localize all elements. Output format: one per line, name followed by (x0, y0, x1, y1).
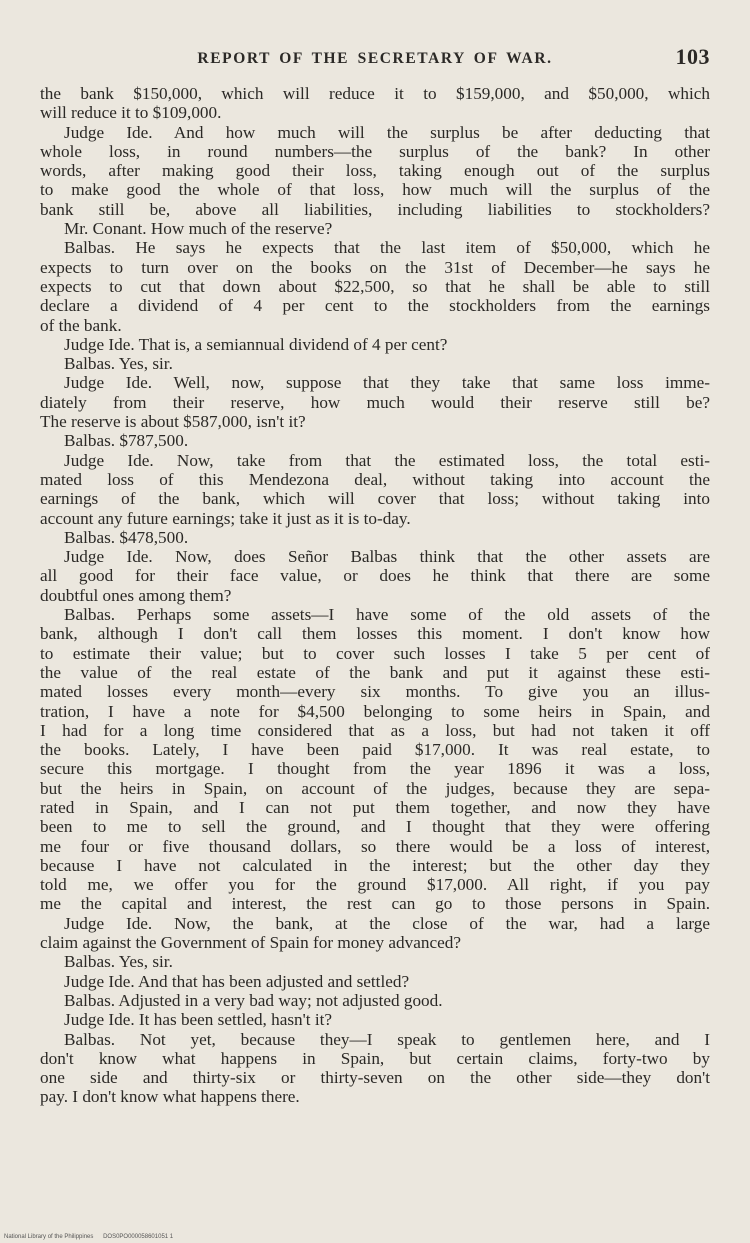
text-line: Judge Ide. It has been settled, hasn't it? (64, 1010, 332, 1030)
text-line: one side and thirty-six or thirty-seven on the other side—they don't (40, 1068, 710, 1088)
text-line: Balbas. He says he expects that the last item of $50,000, which he (64, 238, 710, 258)
text-line: to estimate their value; but to cover such losses I take 5 per cent of (40, 643, 710, 663)
text-line: Balbas. Adjusted in a very bad way; not adjusted good. (64, 990, 443, 1010)
text-line: been to me to sell the ground, and I thought that they were offering (40, 817, 710, 837)
text-line: told me, we offer you for the ground $17,000. All right, if you pay (40, 875, 710, 895)
text-line: rated in Spain, and I can not put them together, and now they have (40, 797, 710, 817)
text-line: doubtful ones among them? (40, 585, 232, 605)
text-line: account any future earnings; take it just as it is to-day. (40, 508, 411, 528)
text-line: the bank $150,000, which will reduce it to $159,000, and $50,000, which (40, 84, 710, 103)
text-line: declare a dividend of 4 per cent to the stockholders from the earnings (40, 296, 710, 316)
text-line: earnings of the bank, which will cover that loss; without taking into (40, 489, 710, 509)
text-line: secure this mortgage. I thought from the year 1896 it was a loss, (40, 759, 710, 779)
text-line: bank still be, above all liabilities, including liabilities to stockholders? (40, 199, 710, 219)
text-line: me four or five thousand dollars, so there would be a loss of interest, (40, 836, 710, 856)
text-line: Judge Ide. Well, now, suppose that they take that same loss imme- (64, 373, 710, 393)
text-line: Balbas. $787,500. (64, 431, 189, 451)
text-line: mated losses every month—every six months. To give you an illus- (40, 682, 710, 702)
text-line: mated loss of this Mendezona deal, without taking into account the (40, 469, 710, 489)
footer-library: National Library of the Philippines (4, 1234, 94, 1240)
text-line: to make good the whole of that loss, how much will the surplus of the (40, 180, 710, 200)
text-line: will reduce it to $109,000. (40, 103, 222, 123)
text-line: tration, I have a note for $4,500 belonging to some heirs in Spain, and (40, 701, 710, 721)
text-line: Mr. Conant. How much of the reserve? (64, 219, 333, 239)
text-line: Balbas. Yes, sir. (64, 354, 173, 374)
text-line: the value of the real estate of the bank and put it against these esti- (40, 662, 710, 682)
text-line: all good for their face value, or does he think that there are some (40, 566, 710, 586)
text-line: Judge Ide. Now, take from that the estimated loss, the total esti- (64, 450, 710, 470)
text-line: Judge Ide. Now, does Señor Balbas think that the other assets are (64, 547, 710, 567)
text-line: Balbas. Perhaps some assets—I have some of the old assets of the (64, 605, 710, 625)
text-line: bank, although I don't call them losses this moment. I don't know how (40, 624, 710, 644)
text-line: don't know what happens in Spain, but certain claims, forty-two by (40, 1048, 710, 1068)
text-line: the books. Lately, I have been paid $17,000. It was real estate, to (40, 740, 710, 760)
running-title: REPORT OF THE SECRETARY OF WAR. (197, 50, 553, 67)
text-line: Judge Ide. That is, a semiannual dividend of 4 per cent? (64, 334, 448, 354)
text-line: Balbas. $478,500. (64, 527, 189, 547)
text-line: I had for a long time considered that as a loss, but had not taken it off (40, 720, 710, 740)
text-line: Balbas. Not yet, because they—I speak to gentlemen here, and I (64, 1029, 710, 1049)
text-line: Judge Ide. And how much will the surplus be after deducting that (64, 122, 710, 142)
text-line: pay. I don't know what happens there. (40, 1087, 300, 1107)
running-head (40, 44, 710, 74)
scan-footer (4, 1234, 181, 1240)
text-line: The reserve is about $587,000, isn't it? (40, 412, 306, 432)
text-line: expects to turn over on the books on the 31st of December—he says he (40, 257, 710, 277)
text-line: of the bank. (40, 315, 122, 335)
page-number: 103 (675, 44, 710, 69)
body-text (40, 84, 710, 1107)
text-line: whole loss, in round numbers—the surplus of the bank? In other (40, 141, 710, 161)
footer-identifier: DOS0PO000058601051 1 (103, 1234, 174, 1240)
text-line: Judge Ide. And that has been adjusted and settled? (64, 971, 410, 991)
text-line: diately from their reserve, how much would their reserve still be? (40, 392, 710, 412)
text-line: me the capital and interest, the rest can go to those persons in Spain. (40, 894, 710, 914)
text-line: Balbas. Yes, sir. (64, 952, 173, 972)
text-line: claim against the Government of Spain for money advanced? (40, 933, 461, 953)
text-line: Judge Ide. Now, the bank, at the close of the war, had a large (64, 913, 710, 933)
text-line: because I have not calculated in the interest; but the other day they (40, 855, 710, 875)
text-line: but the heirs in Spain, on account of the judges, because they are sepa- (40, 778, 710, 798)
text-line: expects to cut that down about $22,500, so that he shall be able to still (40, 276, 710, 296)
text-line: words, after making good their loss, taking enough out of the surplus (40, 161, 710, 181)
